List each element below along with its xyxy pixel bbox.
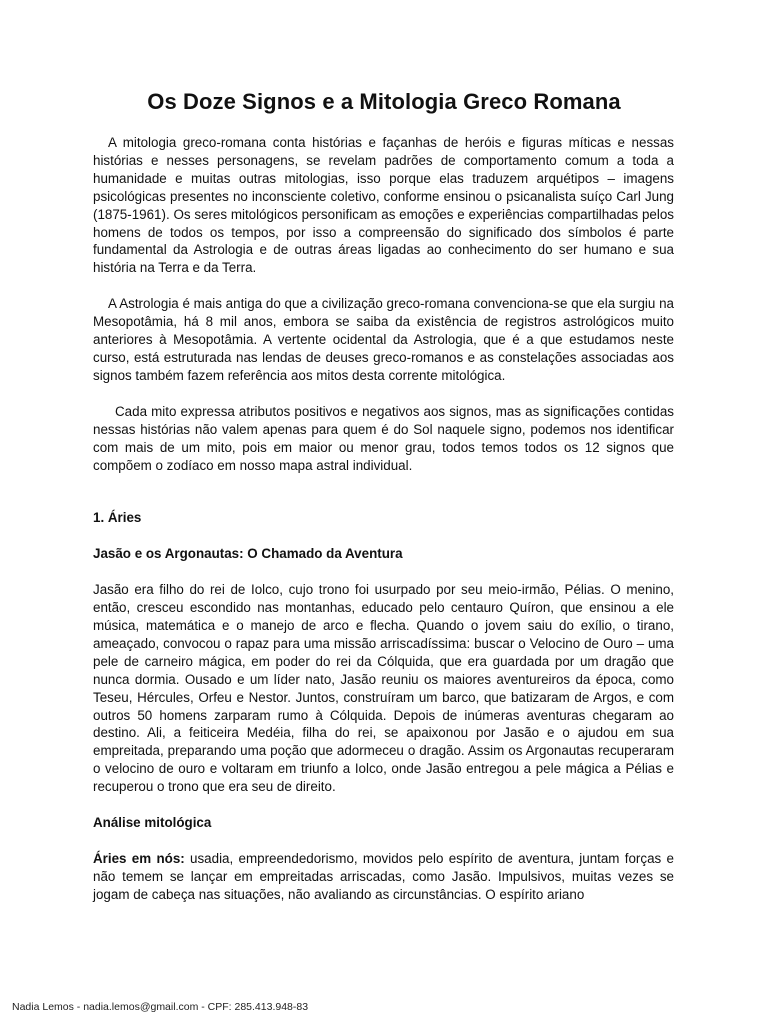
document-title: Os Doze Signos e a Mitologia Greco Romana (147, 89, 621, 114)
intro-paragraph-2: A Astrologia é mais antiga do que a civilização greco-romana convenciona-se que ela surgiu na Mesopotâmia, há 8 mil anos, embora se saiba da existência de registros astrológicos muito anteriores à Mesopotâmia. A vertente ocidental da Astrologia, que é a que estudamos neste curso, está estruturada nas lendas de deuses greco-romanos e as constelações associadas aos signos também fazem referência aos mitos desta corrente mitológica. (93, 296, 674, 383)
myth-paragraph: Jasão era filho do rei de Iolco, cujo trono foi usurpado por seu meio-irmão, Pélias. O menino, então, cresceu escondido nas montanhas, educado pelo centauro Quíron, que ensinou a ele música, matemática e o manejo de arco e flecha. Quando o jovem saiu do exílio, o tirano, ameaçado, convocou o rapaz para uma missão arriscadíssima: buscar o Velocino de Ouro – uma pele de carneiro mágica, em poder do rei da Cólquida, que era guardada por um dragão que nunca dormia. Ousado e um líder nato, Jasão reuniu os maiores aventureiros da época, como Teseu, Hércules, Orfeu e Nestor. Juntos, construíram um barco, que batizaram de Argos, e com outros 50 homens zarparam rumo à Cólquida. Depois de inúmeras aventuras chegaram ao destino. Ali, a feiticeira Medéia, filha do rei, se apaixonou por Jasão e o ajudou em sua empreitada, preparando uma poção que adormeceu o dragão. Assim os Argonautas recuperaram o velocino de ouro e voltaram em triunfo a Iolco, onde Jasão entregou a pele mágica a Pélias e recuperou o trono que era seu de direito. (93, 582, 674, 795)
section-heading-aries: 1. Áries (93, 510, 142, 526)
analysis-label: Áries em nós: (93, 851, 185, 866)
analysis-heading: Análise mitológica (93, 815, 212, 831)
analysis-text: usadia, empreendedorismo, movidos pelo espírito de aventura, juntam forças e não temem se lançar em empreitadas arriscadas, como Jasão. Impulsivos, muitas vezes se jogam de cabeça nas situações, não avaliando as circunstâncias. O espírito ariano (93, 851, 674, 902)
intro-paragraph-1: A mitologia greco-romana conta histórias e façanhas de heróis e figuras míticas e nessas histórias e nesses personagens, se revelam padrões de comportamento comum a toda a humanidade e muitas outras mitologias, isso porque elas traduzem arquétipos – imagens psicológicas presentes no inconsciente coletivo, conforme ensinou o psicanalista suíço Carl Jung (1875-1961). Os seres mitológicos personificam as emoções e experiências compartilhadas pelos homens de todos os tempos, por isso a compreensão do significado dos símbolos é parte fundamental da Astrologia e de outras áreas ligadas ao conhecimento do ser humano e sua história na Terra e da Terra. (93, 135, 674, 276)
document-body (93, 134, 674, 904)
myth-heading: Jasão e os Argonautas: O Chamado da Aventura (93, 546, 403, 562)
intro-paragraph-3: Cada mito expressa atributos positivos e negativos aos signos, mas as significações contidas nessas histórias não valem apenas para quem é do Sol naquele signo, podemos nos identificar com mais de um mito, pois em maior ou menor grau, todos temos todos os 12 signos que compõem o zodíaco em nosso mapa astral individual. (93, 403, 674, 473)
page-footer: Nadia Lemos - nadia.lemos@gmail.com - CPF: 285.413.948-83 (12, 1001, 309, 1013)
analysis-paragraph (93, 850, 674, 904)
